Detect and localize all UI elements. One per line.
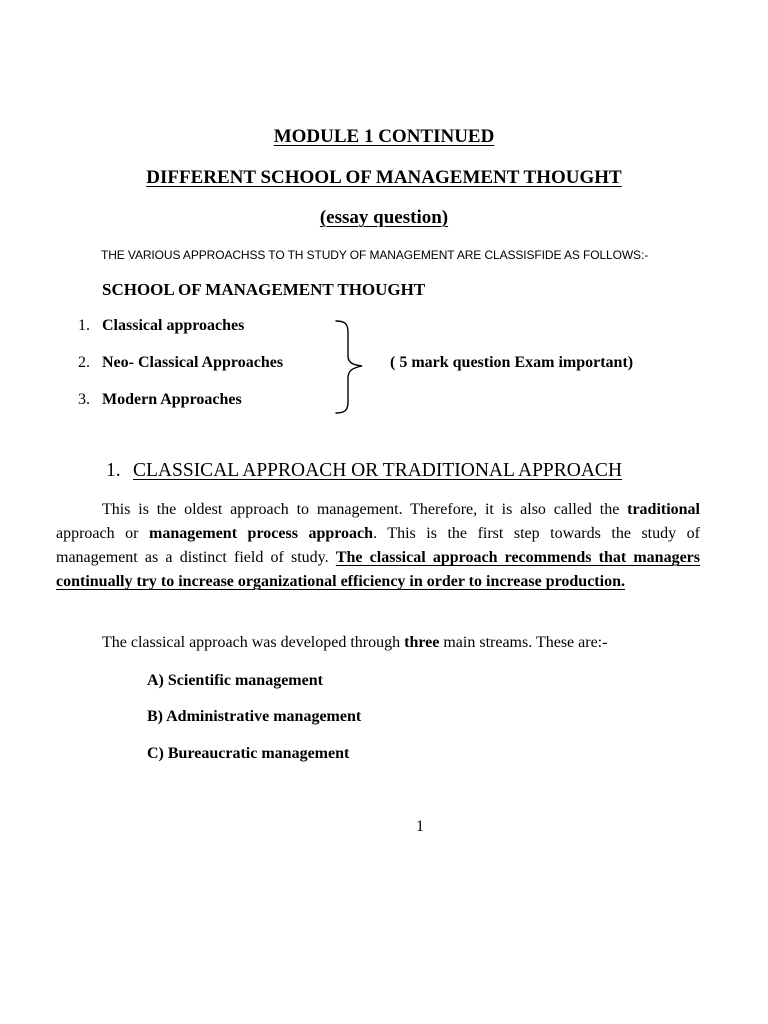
curly-brace-icon	[334, 318, 366, 416]
term-management-process-approach: management process approach	[149, 525, 374, 542]
section-number: 1.	[106, 460, 121, 481]
body-paragraph	[56, 498, 700, 594]
stream-bureaucratic-management: C) Bureaucratic management	[147, 745, 350, 762]
term-three: three	[404, 634, 440, 651]
school-heading: SCHOOL OF MANAGEMENT THOUGHT	[102, 280, 426, 299]
page-number: 1	[416, 818, 424, 835]
streams-intro-text: The classical approach was developed through	[102, 634, 405, 651]
intro-line: THE VARIOUS APPROACHSS TO TH STUDY OF MANAGEMENT ARE CLASSISFIDE AS FOLLOWS:-	[101, 248, 649, 262]
section-title: CLASSICAL APPROACH OR TRADITIONAL APPROACH	[133, 460, 623, 481]
streams-intro	[102, 634, 607, 652]
term-traditional: traditional	[627, 501, 700, 518]
list-number: 2.	[78, 354, 90, 371]
module-title: MODULE 1 CONTINUED	[273, 126, 495, 147]
paragraph-text: approach or	[56, 525, 150, 542]
page-title: DIFFERENT SCHOOL OF MANAGEMENT THOUGHT	[146, 167, 622, 188]
paragraph-text: This is the oldest approach to management. Therefore, it is also called the	[102, 501, 628, 518]
essay-question-note: (essay question)	[319, 207, 449, 228]
stream-scientific-management: A) Scientific management	[147, 672, 323, 689]
key-statement: The classical approach recommends that managers continually try to increase organizational efficiency in order to increase production.	[56, 549, 701, 590]
paragraph-text: . This is the first step towards the study of management as a distinct field of study.	[56, 525, 700, 566]
list-number: 1.	[78, 317, 90, 334]
stream-administrative-management: B) Administrative management	[147, 708, 362, 725]
exam-important-note: ( 5 mark question Exam important)	[390, 354, 634, 371]
list-item-modern: Modern Approaches	[102, 391, 242, 408]
list-number: 3.	[78, 391, 90, 408]
list-item-neo-classical: Neo- Classical Approaches	[102, 354, 284, 371]
streams-intro-text: main streams. These are:-	[439, 634, 608, 651]
list-item-classical: Classical approaches	[102, 317, 245, 334]
